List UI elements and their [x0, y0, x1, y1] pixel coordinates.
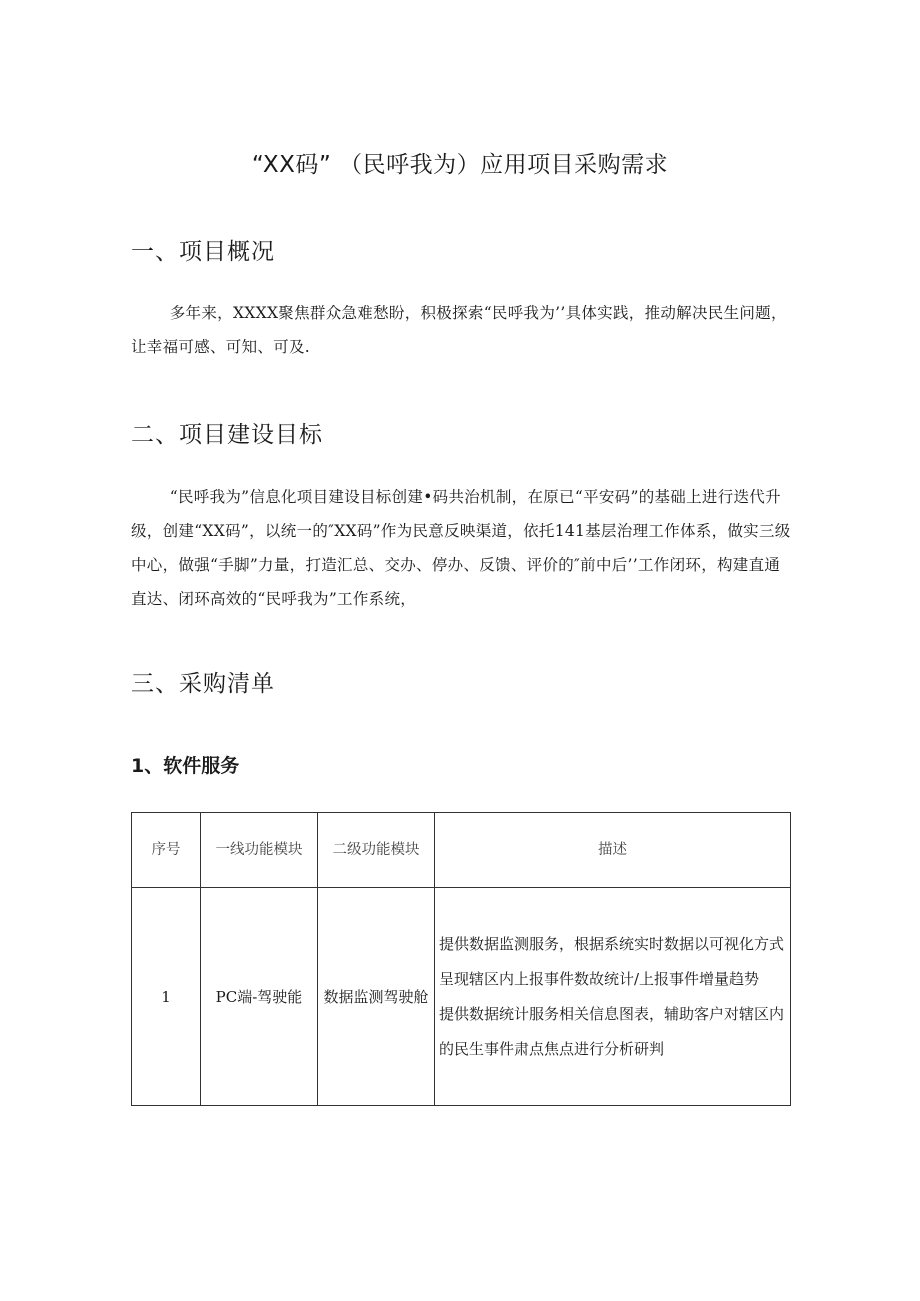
section-heading-overview: 一、项目概况 [131, 239, 275, 265]
row-description [435, 888, 791, 1106]
row-level2-module: 数据监测驾驶舱 [318, 888, 435, 1106]
section-paragraph-overview: 多年来，XXXX聚焦群众急难愁盼，积极探索“民呼我为’’具体实践，推动解决民生问题，让幸福可感、可知、可及. [131, 304, 787, 356]
description-line: 提供数据统计服务相关信息图表，辅助客户对辖区内的民生事件肃点焦点进行分析研判 [439, 1004, 785, 1058]
row-no: 1 [132, 888, 201, 1106]
header-level2-module: 二级功能模块 [318, 813, 435, 888]
procurement-table [131, 812, 791, 1106]
description-line: 提供数据监测服务，根据系统实时数据以可视化方式呈现辖区内上报事件数故统计/上报事件增量趋势 [439, 934, 785, 988]
section-heading-procurement: 三、采购清单 [131, 671, 275, 697]
document-title: “XX码” （民呼我为）应用项目采购需求 [251, 152, 669, 178]
header-level1-module: 一线功能模块 [201, 813, 318, 888]
table-row [132, 888, 791, 1106]
subsection-heading-software: 1、软件服务 [131, 755, 240, 777]
section-heading-goals: 二、项目建设目标 [131, 422, 323, 448]
table-header-row [132, 813, 791, 888]
row-level1-module: PC端-驾驶能 [201, 888, 318, 1106]
header-no: 序号 [132, 813, 201, 888]
header-description: 描述 [435, 813, 791, 888]
section-paragraph-goals: “民呼我为”信息化项目建设目标创建•码共治机制，在原已“平安码”的基础上进行迭代升级，创建“XX码”，以统一的″XX码”作为民意反映渠道，依托141基层治理工作体系，做实三级中心，做强“手脚”力量，打造汇总、交办、停办、反馈、评价的″前中后’’工作闭环，构建直通直达、闭环高效的“民呼我为”工作系统， [131, 488, 791, 608]
